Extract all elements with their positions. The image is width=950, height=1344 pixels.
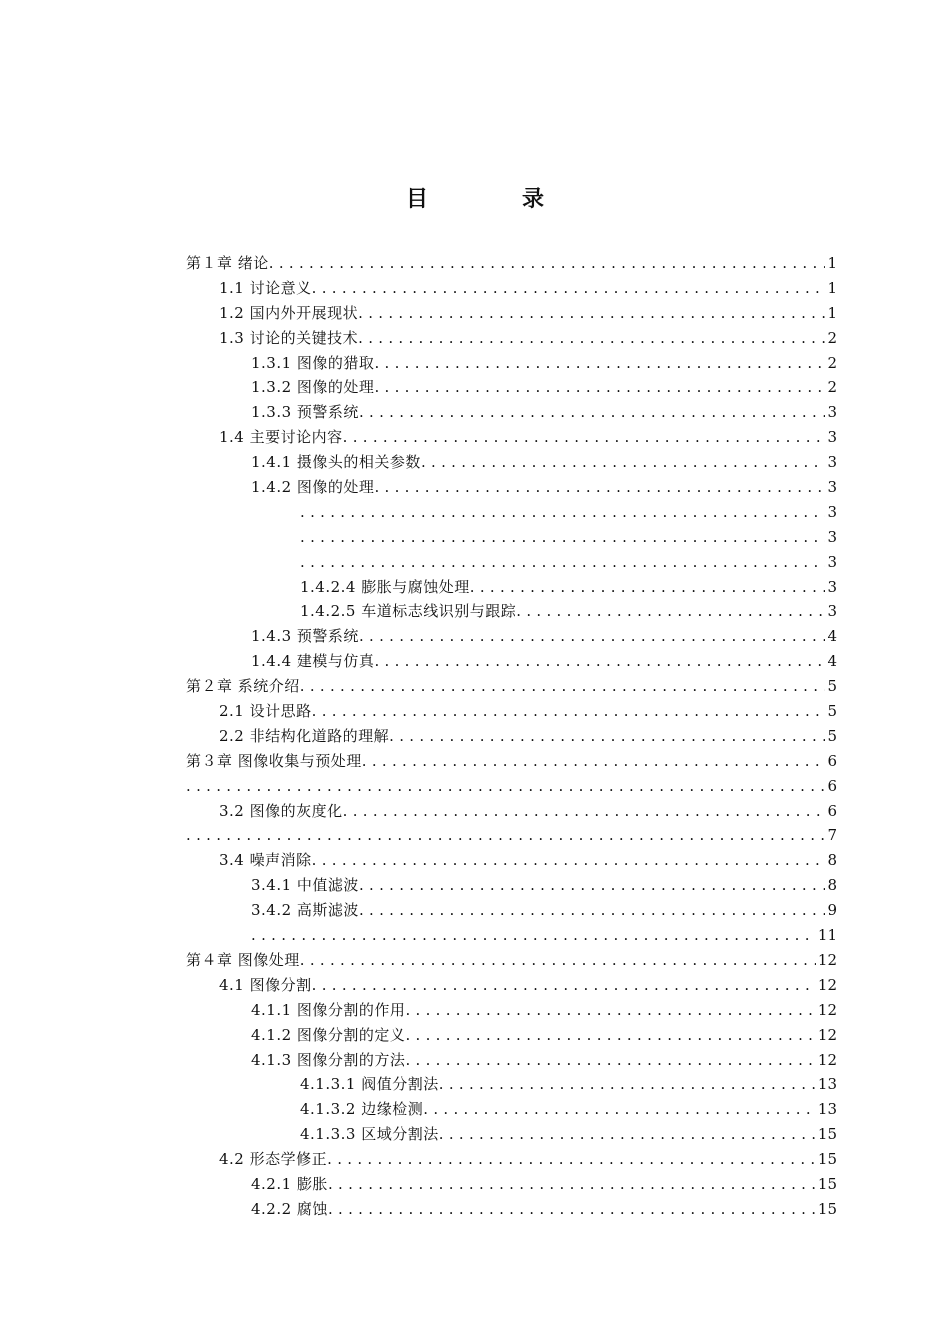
toc-dot-leader [251,923,816,948]
toc-entry[interactable] [186,1072,837,1097]
toc-entry[interactable] [186,1147,837,1172]
toc-entry-label: 4.1.1 图像分割的作用 [251,1000,406,1019]
toc-dot-leader [439,1122,816,1147]
toc-entry-page-number: 3 [827,527,837,546]
toc-entry[interactable] [186,1197,837,1222]
toc-dot-leader [300,674,826,699]
toc-dot-leader [405,1023,815,1048]
toc-entry-page-number: 3 [827,602,837,621]
toc-entry-label: 3.2 图像的灰度化 [219,801,343,820]
toc-entry[interactable] [186,575,837,600]
toc-entry[interactable] [186,351,837,376]
toc-entry-label: 1.2 国内外开展现状 [219,303,359,322]
toc-entry[interactable] [186,799,837,824]
toc-entry-page-number: 6 [827,751,837,770]
toc-entry-label: 1.4.2.5 车道标志线识别与跟踪 [300,602,517,621]
toc-entry-label: 4.1.3.1 阀值分割法 [300,1075,439,1094]
toc-entry-label: 3.4.1 中值滤波 [251,876,359,895]
toc-dot-leader [343,425,826,450]
toc-entry-page-number: 12 [817,1025,837,1044]
toc-dot-leader [312,848,826,873]
toc-entry[interactable] [186,500,837,525]
toc-entry[interactable] [186,998,837,1023]
toc-entry-label: 4.2 形态学修正 [219,1150,328,1169]
toc-entry-label: 第４章 图像处理 [186,950,300,969]
toc-entry-page-number: 15 [817,1150,837,1169]
toc-entry-page-number: 12 [817,975,837,994]
toc-entry-page-number: 13 [817,1075,837,1094]
toc-entry-label: 1.4.2 图像的处理 [251,478,375,497]
toc-entry-page-number: 3 [827,403,837,422]
toc-entry[interactable] [186,425,837,450]
toc-dot-leader [374,375,825,400]
toc-entry-page-number: 3 [827,478,837,497]
toc-entry-label: 第３章 图像收集与预处理 [186,751,362,770]
toc-entry-label: 1.1 讨论意义 [219,278,312,297]
toc-entry-label: 1.4.1 摄像头的相关参数 [251,453,421,472]
toc-dot-leader [300,525,825,550]
toc-entry-label: 1.4 主要讨论内容 [219,428,343,447]
toc-dot-leader [423,1097,816,1122]
toc-entry[interactable] [186,1172,837,1197]
toc-entry-page-number: 12 [817,1000,837,1019]
toc-entry[interactable] [186,1122,837,1147]
toc-entry-page-number: 3 [827,552,837,571]
toc-dot-leader [374,649,825,674]
toc-entry-label: 2.2 非结构化道路的理解 [219,726,390,745]
toc-dot-leader [359,898,826,923]
toc-entry[interactable] [186,774,837,799]
toc-entry-page-number: 2 [827,378,837,397]
toc-dot-leader [312,276,826,301]
toc-entry-page-number: 3 [827,502,837,521]
toc-entry[interactable] [186,450,837,475]
toc-entry-label: 1.4.2.4 膨胀与腐蚀处理 [300,577,470,596]
toc-entry[interactable] [186,674,837,699]
toc-dot-leader [405,998,815,1023]
toc-entry-label: 3.4 噪声消除 [219,851,312,870]
toc-entry[interactable] [186,649,837,674]
toc-entry-label: 4.1.3 图像分割的方法 [251,1050,406,1069]
toc-entry[interactable] [186,823,837,848]
toc-dot-leader [470,575,826,600]
toc-entry-label: 4.2.1 膨胀 [251,1174,328,1193]
toc-entry-label: 3.4.2 高斯滤波 [251,901,359,920]
toc-entry-page-number: 6 [827,776,837,795]
toc-dot-leader [269,251,826,276]
toc-entry[interactable] [186,848,837,873]
toc-entry[interactable] [186,948,837,973]
toc-entry-label: 1.3.3 预警系统 [251,403,359,422]
toc-entry-label: 1.3.1 图像的猎取 [251,353,375,372]
toc-entry[interactable] [186,973,837,998]
toc-dot-leader [405,1048,815,1073]
toc-entry-label: 4.2.2 腐蚀 [251,1199,328,1218]
toc-entry[interactable] [186,525,837,550]
toc-dot-leader [300,948,816,973]
toc-dot-leader [312,699,826,724]
toc-entry[interactable] [186,1023,837,1048]
toc-dot-leader [328,1197,816,1222]
toc-entry[interactable] [186,550,837,575]
toc-dot-leader [421,450,826,475]
toc-dot-leader [186,774,825,799]
toc-entry-label: 4.1.3.2 边缘检测 [300,1100,424,1119]
toc-dot-leader [328,1172,816,1197]
toc-entry[interactable] [186,699,837,724]
toc-dot-leader [327,1147,816,1172]
toc-entry[interactable] [186,475,837,500]
toc-entry-page-number: 15 [817,1199,837,1218]
toc-entry-page-number: 9 [827,901,837,920]
toc-entry-page-number: 13 [817,1100,837,1119]
toc-dot-leader [300,500,825,525]
toc-entry-label: 2.1 设计思路 [219,702,312,721]
toc-dot-leader [374,351,825,376]
toc-entry[interactable] [186,898,837,923]
toc-dot-leader [359,873,826,898]
toc-entry-label: 4.1.3.3 区域分割法 [300,1125,439,1144]
toc-entry-page-number: 1 [827,303,837,322]
toc-entry-label: 第２章 系统介绍 [186,677,300,696]
toc-dot-leader [374,475,825,500]
toc-entry-page-number: 12 [817,1050,837,1069]
toc-entry-label: 第１章 绪论 [186,254,269,272]
toc-entry-label: 1.4.3 预警系统 [251,627,359,646]
toc-entry-page-number: 3 [827,577,837,596]
toc-entry[interactable] [186,326,837,351]
toc-dot-leader [343,799,826,824]
toc-entry-page-number: 5 [827,726,837,745]
toc-entry[interactable] [186,301,837,326]
toc-dot-leader [389,724,825,749]
toc-entry[interactable] [186,724,837,749]
toc-entry[interactable] [186,1097,837,1122]
toc-dot-leader [439,1072,816,1097]
toc-entry-page-number: 8 [827,876,837,895]
toc-entry-label: 4.1 图像分割 [219,975,312,994]
toc-entry-page-number: 3 [827,453,837,472]
toc-entry-page-number: 15 [817,1174,837,1193]
toc-entry-page-number: 6 [827,801,837,820]
toc-entry-label: 1.3.2 图像的处理 [251,378,375,397]
toc-entry-page-number: 2 [827,353,837,372]
toc-dot-leader [312,973,816,998]
toc-entry[interactable] [186,749,837,774]
toc-entry[interactable] [186,400,837,425]
toc-entry-page-number: 12 [817,950,837,969]
toc-entry-label: 1.3 讨论的关键技术 [219,328,359,347]
toc-dot-leader [300,550,825,575]
toc-entry-label: 1.4.4 建模与仿真 [251,652,375,671]
toc-entry-page-number: 4 [827,652,837,671]
toc-entry[interactable] [186,1048,837,1073]
toc-dot-leader [359,624,826,649]
toc-entry-page-number: 11 [817,926,837,945]
toc-entry[interactable] [186,624,837,649]
toc-entry-page-number: 8 [827,851,837,870]
toc-entry-page-number: 5 [827,677,837,696]
toc-entry-label: 4.1.2 图像分割的定义 [251,1025,406,1044]
toc-dot-leader [516,599,825,624]
toc-dot-leader [359,400,826,425]
page-title: 目 录 [405,186,580,212]
toc-entry[interactable] [186,375,837,400]
toc-entry[interactable] [186,873,837,898]
toc-entry[interactable] [186,923,837,948]
toc-dot-leader [358,301,825,326]
toc-entry-page-number: 4 [827,627,837,646]
table-of-contents [186,251,837,1222]
toc-entry-page-number: 1 [827,254,837,272]
toc-entry-page-number: 1 [827,278,837,297]
toc-entry-page-number: 2 [827,328,837,347]
toc-entry-page-number: 5 [827,702,837,721]
toc-entry-page-number: 15 [817,1125,837,1144]
toc-dot-leader [358,326,825,351]
toc-entry[interactable] [186,599,837,624]
toc-entry[interactable] [186,276,837,301]
toc-entry-page-number: 3 [827,428,837,447]
toc-entry[interactable] [186,251,837,276]
toc-entry-page-number: 7 [827,826,837,845]
toc-dot-leader [186,823,825,848]
toc-dot-leader [362,749,826,774]
